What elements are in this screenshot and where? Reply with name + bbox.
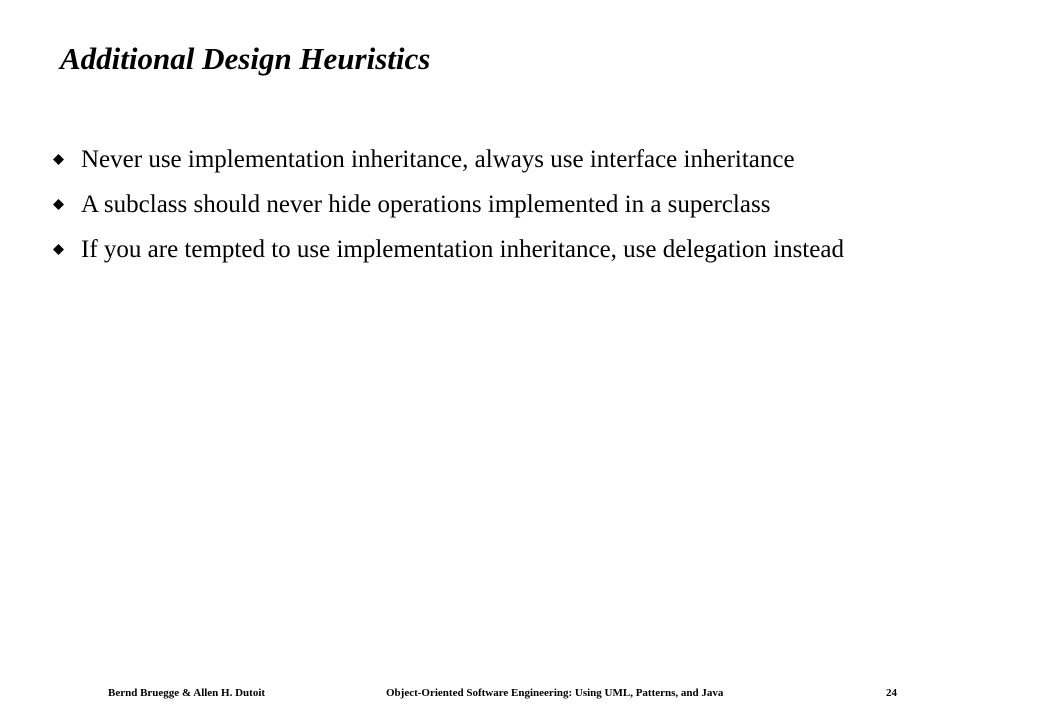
footer-authors: Bernd Bruegge & Allen H. Dutoit [108, 687, 266, 699]
bullet-text: A subclass should never hide operations implemented in a superclass [81, 191, 771, 218]
diamond-bullet-icon [53, 199, 64, 210]
bullet-text: If you are tempted to use implementation inheritance, use delegation instead [81, 236, 844, 263]
footer-book-title: Object-Oriented Software Engineering: Using UML, Patterns, and Java [386, 687, 724, 699]
bullet-item [52, 143, 972, 176]
bullet-item [52, 233, 972, 266]
bullet-text: Never use implementation inheritance, always use interface inheritance [81, 146, 795, 173]
slide-title: Additional Design Heuristics [60, 41, 431, 76]
diamond-bullet-icon [53, 154, 64, 165]
footer-page-number: 24 [886, 687, 897, 699]
bullet-list [52, 143, 972, 278]
diamond-bullet-icon [53, 244, 64, 255]
bullet-item [52, 188, 972, 221]
